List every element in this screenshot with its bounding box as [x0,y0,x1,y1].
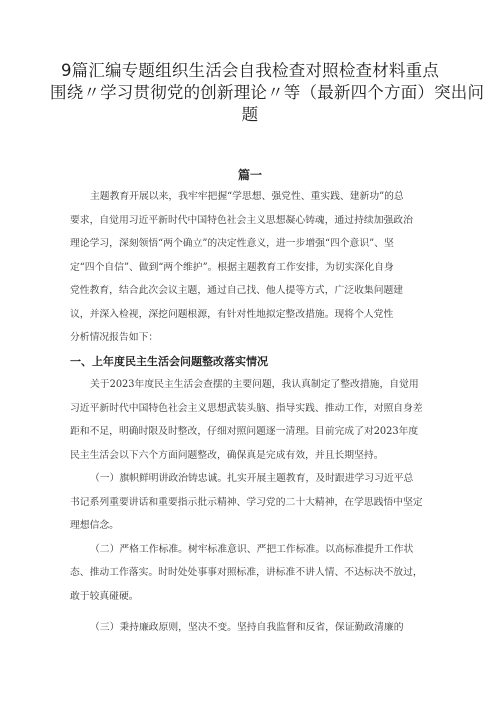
paragraph-line: 态、推动工作落实。时时处处事事对照标准，讲标准不讲人情、不达标决不放过， [70,567,423,578]
subsection-heading: 一、上年度民主生活会问题整改落实情况 [70,354,268,368]
paragraph-line: 关于2023年度民主生活会查摆的主要问题，我认真制定了整改措施，自觉用 [90,379,419,390]
section-heading: 篇一 [237,168,262,182]
title-line: 9篇汇编专题组织生活会自我检查对照检查材料重点 [60,61,440,80]
paragraph-intro [70,185,450,350]
paragraph-item-3 [70,616,450,640]
document-title [50,60,485,126]
paragraph-review [70,373,450,467]
paragraph-line: 理论学习，深刻领悟“两个确立”的决定性意义，进一步增强“四个意识”、坚 [70,238,394,249]
paragraph-line: 习近平新时代中国特色社会主义思想武装头脑、指导实践、推动工作，对照自身差 [70,402,423,414]
paragraph-line: 民主生活会以下六个方面问题整改，确保真是完成有效，并且长期坚持。 [70,449,384,461]
title-line: 围绕〃学习贯彻党的创新理论〃等（最新四个方面）突出问 [50,83,485,102]
paragraph-line: （二）严格工作标准。树牢标准意识、严把工作标准。以高标准提升工作状 [90,543,414,555]
paragraph-line: 党性教育，结合此次会议主题，通过自己找、他人提等方式，广泛收集问题建 [70,285,404,296]
title-line: 题 [241,105,259,124]
paragraph-item-1 [70,467,450,538]
paragraph-line: 敢于较真碰硬。 [70,590,139,602]
paragraph-line: （一）旗帜鲜明讲政治铸忠诚。扎实开展主题教育，及时跟进学习习近平总 [90,473,414,484]
paragraph-item-2 [70,538,450,609]
paragraph-line: 理想信念。 [70,520,119,531]
paragraph-line: 要求，自觉用习近平新时代中国特色社会主义思想凝心铸魂，通过持续加强政治 [70,214,413,226]
paragraph-line: 书记系列重要讲话和重要指示批示精神、学习党的二十大精神，在学思践悟中坚定 [70,496,423,508]
paragraph-line: 主题教育开展以来，我牢牢把握“学思想、强党性、重实践、建新功”的总 [90,191,404,202]
document-body [70,185,450,640]
paragraph-line: 分析情况报告如下： [70,332,159,343]
paragraph-line: 定“四个自信”、做到“两个维护”。根据主题教育工作安排，为切实深化自身 [70,261,394,273]
paragraph-line: 议，并深入检视，深挖问题根源，有针对性地拟定整改措施。现将个人党性 [70,308,394,320]
paragraph-line: （三）秉持廉政原则，坚决不变。坚持自我监督和反省，保证勤政清廉的 [90,622,404,633]
paragraph-line: 距和不足，明确时限及时整改，仔细对照问题逐一清理。目前完成了对2023年度 [70,426,419,437]
